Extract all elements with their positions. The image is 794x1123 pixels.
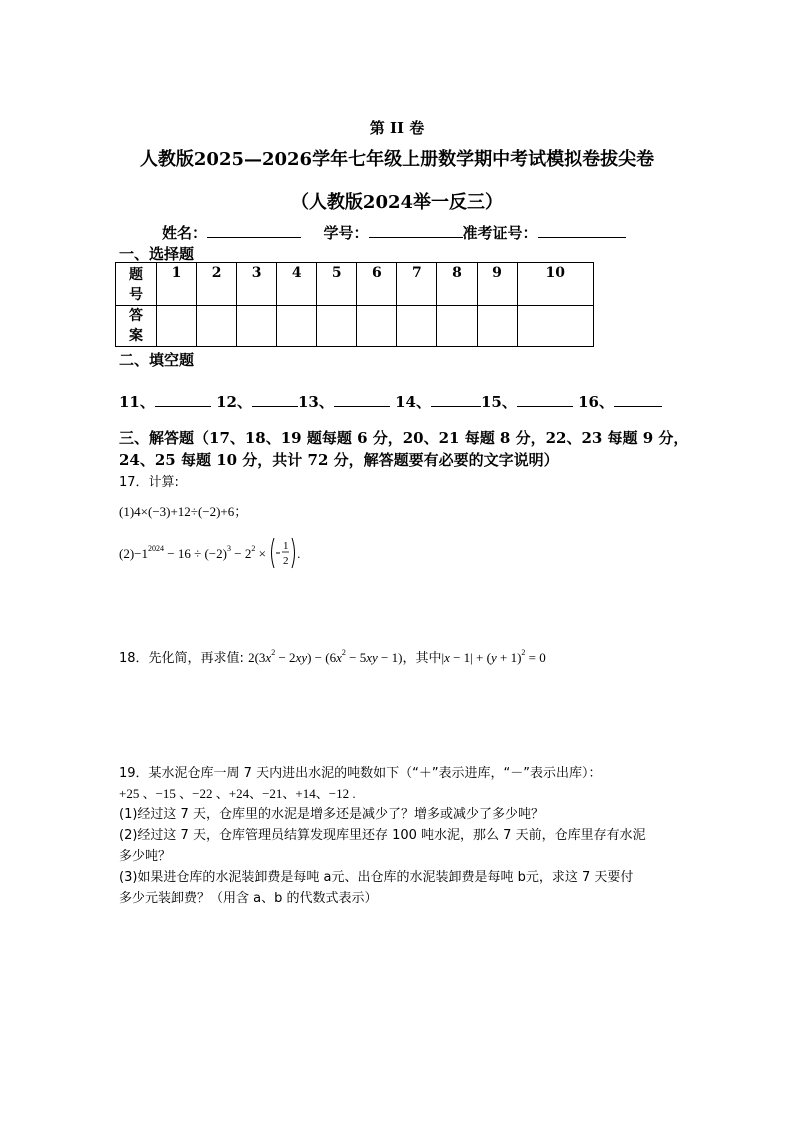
blank-label: 16、 bbox=[578, 393, 614, 411]
question-17-part2 bbox=[119, 536, 300, 574]
answer-cell[interactable] bbox=[237, 306, 277, 347]
name-field[interactable] bbox=[207, 223, 301, 238]
question-number-cell: 2 bbox=[197, 263, 237, 306]
question-number-cell: 6 bbox=[357, 263, 397, 306]
question-number-cell: 9 bbox=[477, 263, 517, 306]
question-19-part3: (3)如果进仓库的水泥装卸费是每吨 a元、出仓库的水泥装卸费是每吨 b元，求这 7 天要付 bbox=[119, 870, 634, 885]
student-id-field[interactable] bbox=[369, 223, 463, 238]
blank-label: 12、 bbox=[216, 393, 252, 411]
question-19-part2: (2)经过这 7 天，仓库管理员结算发现库里还存 100 吨水泥，那么 7 天前，仓库里存有水泥 bbox=[119, 828, 646, 843]
section-solve-heading: 三、解答题（17、18、19 题每题 6 分，20、21 每题 8 分，22、23 每题 9 分， bbox=[119, 429, 689, 447]
answer-cell[interactable] bbox=[317, 306, 357, 347]
question-18-expression: $2(3x^2 - 2xy) - (6x^2 - 5xy - 1)$ bbox=[248, 648, 403, 665]
answer-cell[interactable] bbox=[477, 306, 517, 347]
blank-field[interactable] bbox=[252, 392, 298, 407]
question-18-condition-label: ，其中 bbox=[402, 651, 442, 666]
answer-table bbox=[115, 262, 594, 347]
exam-number-field[interactable] bbox=[538, 223, 626, 238]
question-18 bbox=[119, 647, 546, 666]
fill-blank-line bbox=[119, 391, 662, 412]
question-number-cell: 8 bbox=[437, 263, 477, 306]
section-fill-heading: 二、填空题 bbox=[119, 351, 195, 369]
part2-label: (2) bbox=[119, 545, 135, 561]
blank-label: 14、 bbox=[395, 393, 431, 411]
blank-field[interactable] bbox=[517, 392, 573, 407]
question-number-cell: 7 bbox=[397, 263, 437, 306]
question-number-cell: 1 bbox=[157, 263, 197, 306]
negative-half-fraction bbox=[269, 536, 297, 570]
question-number-cell: 10 bbox=[517, 263, 593, 306]
blank-label: 13、 bbox=[297, 393, 334, 411]
question-19-part1: (1)经过这 7 天，仓库里的水泥是增多还是减少了？增多或减少了多少吨？ bbox=[119, 807, 544, 822]
fraction-expression bbox=[269, 536, 297, 574]
id-label: 学号： bbox=[323, 224, 369, 242]
part2-end: . bbox=[297, 545, 301, 561]
answer-cell[interactable] bbox=[197, 306, 237, 347]
question-18-condition: $|x - 1| + (y + 1)^2 = 0$ bbox=[441, 648, 546, 665]
answer-cell[interactable] bbox=[437, 306, 477, 347]
name-label: 姓名： bbox=[162, 224, 208, 242]
answer-cell[interactable] bbox=[277, 306, 317, 347]
section-solve-heading-cont: 24、25 每题 10 分，共计 72 分，解答题要有必要的文字说明） bbox=[119, 451, 559, 469]
blank-field[interactable] bbox=[614, 392, 662, 407]
question-number-cell: 5 bbox=[317, 263, 357, 306]
row-header-number: 题 号 bbox=[116, 263, 157, 306]
student-info bbox=[162, 222, 626, 243]
answer-cell[interactable] bbox=[157, 306, 197, 347]
svg-text:2: 2 bbox=[283, 555, 289, 567]
question-19-data: +25 、−15 、−22 、+24、−21、+14、−12 . bbox=[119, 786, 356, 801]
section-choice-heading: 一、选择题 bbox=[119, 245, 195, 263]
blank-label: 11、 bbox=[119, 393, 155, 411]
question-19-stem: 19．某水泥仓库一周 7 天内进出水泥的吨数如下（“＋”表示进库，“－”表示出库）： bbox=[119, 766, 602, 781]
answer-cell[interactable] bbox=[397, 306, 437, 347]
blank-field[interactable] bbox=[155, 392, 211, 407]
question-19-part3-cont: 多少元装卸费？（用含 a、b 的代数式表示） bbox=[119, 891, 378, 906]
blank-field[interactable] bbox=[431, 392, 481, 407]
exam-number-label: 准考证号： bbox=[462, 224, 538, 242]
blank-field[interactable] bbox=[334, 392, 390, 407]
question-17-part1: (1)4×(−3)+12÷(−2)+6； bbox=[119, 504, 248, 519]
answer-cell[interactable] bbox=[357, 306, 397, 347]
question-18-stem: 18．先化简，再求值: bbox=[119, 651, 244, 666]
question-number-row bbox=[116, 263, 594, 306]
answer-cell[interactable] bbox=[517, 306, 593, 347]
question-number-cell: 4 bbox=[277, 263, 317, 306]
answer-row bbox=[116, 306, 594, 347]
question-number-cell: 3 bbox=[237, 263, 277, 306]
exam-subtitle: （人教版2024举一反三） bbox=[290, 192, 504, 213]
question-17-stem: 17．计算: bbox=[119, 475, 179, 490]
row-header-answer: 答 案 bbox=[116, 306, 157, 347]
svg-text:1: 1 bbox=[283, 540, 289, 552]
volume-label: 第 II 卷 bbox=[369, 119, 425, 137]
exam-title: 人教版2025—2026学年七年级上册数学期中考试模拟卷拔尖卷 bbox=[139, 149, 655, 170]
question-19-part2-cont: 多少吨？ bbox=[119, 849, 172, 864]
part2-expression: $-1^{2024} - 16 \div (-2)^3 - 2^2$ × bbox=[134, 543, 266, 561]
blank-label: 15、 bbox=[480, 393, 517, 411]
